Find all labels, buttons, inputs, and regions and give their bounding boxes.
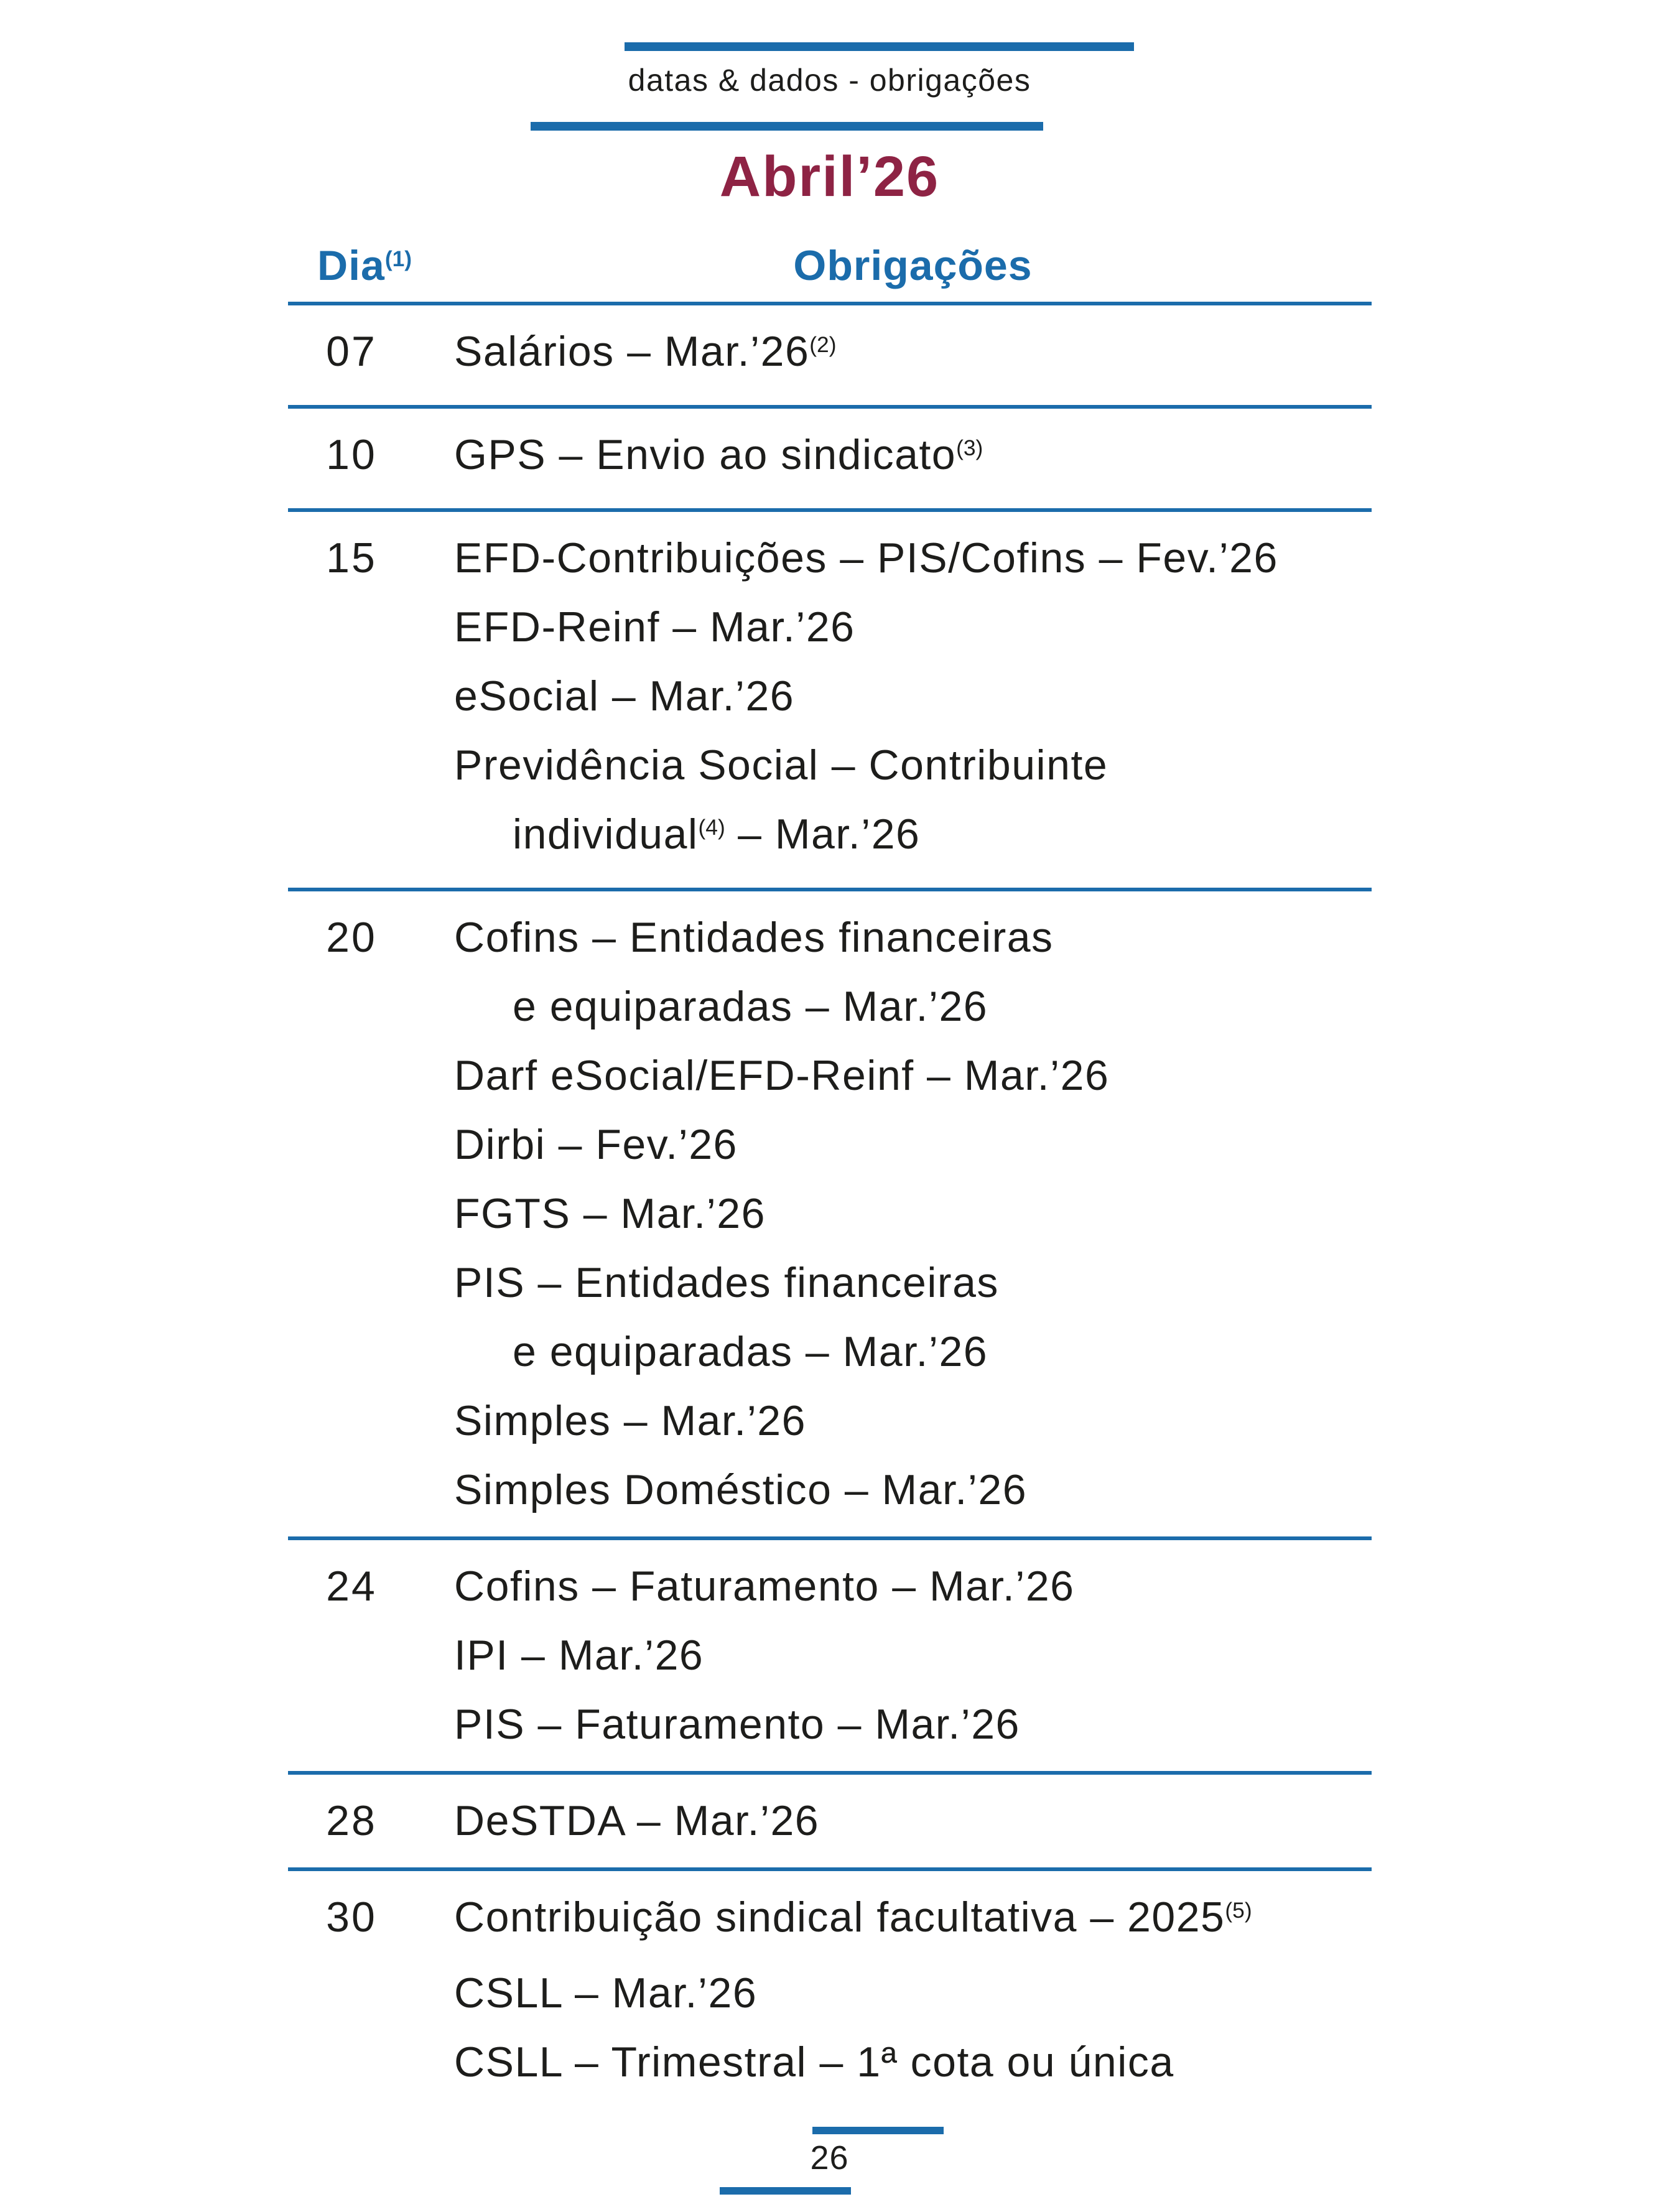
day-cell: 30	[326, 1894, 377, 1941]
obligations-cell	[454, 421, 1372, 496]
obligation-text: IPI – Mar.’26	[454, 1632, 704, 1679]
footnote-marker: (5)	[1225, 1898, 1252, 1923]
obligation-line	[454, 1787, 1372, 1856]
obligation-line	[454, 1110, 1372, 1179]
obligation-line	[454, 421, 1372, 496]
obligation-text: Salários – Mar.’26	[454, 328, 810, 375]
obligations-cell	[454, 1787, 1372, 1856]
obligation-text: Dirbi – Fev.’26	[454, 1121, 738, 1168]
table-row	[288, 405, 1372, 508]
day-cell: 28	[326, 1797, 377, 1844]
obligation-line	[454, 1690, 1372, 1759]
obligations-table	[288, 241, 1372, 2109]
obligation-line	[454, 1248, 1372, 1317]
obligation-text: GPS – Envio ao sindicato	[454, 431, 957, 478]
day-header-footnote: (1)	[384, 247, 412, 272]
table-header-row	[288, 241, 1372, 302]
day-cell: 15	[326, 534, 377, 582]
day-cell: 10	[326, 431, 377, 478]
table-row	[288, 1771, 1372, 1867]
obligation-text: PIS – Faturamento – Mar.’26	[454, 1701, 1020, 1748]
obligation-line	[454, 800, 1372, 876]
obligation-line	[454, 731, 1372, 800]
obligation-text: EFD-Reinf – Mar.’26	[454, 603, 855, 651]
obligation-line	[454, 524, 1372, 593]
table-row	[288, 1867, 1372, 2109]
page-title: Abril’26	[719, 145, 940, 208]
footnote-marker: (3)	[956, 436, 983, 461]
obligation-text: CSLL – Mar.’26	[454, 1969, 758, 2017]
column-header-day: Dia$^{(1)}$	[317, 242, 412, 289]
obligation-text: CSLL – Trimestral – 1ª cota ou única	[454, 2038, 1174, 2086]
obligations-cell	[454, 903, 1372, 1525]
obligation-text: e equiparadas – Mar.’26	[513, 983, 988, 1030]
table-row	[288, 302, 1372, 405]
table-row	[288, 1536, 1372, 1771]
footnote-marker: (4)	[698, 816, 725, 840]
obligation-text: e equiparadas – Mar.’26	[513, 1328, 988, 1375]
footer-top-rule	[812, 2127, 944, 2134]
day-cell: 20	[326, 914, 377, 961]
obligation-text: Previdência Social – Contribuinte	[454, 741, 1108, 789]
table-row	[288, 888, 1372, 1536]
obligation-text-continued: – Mar.’26	[725, 811, 921, 858]
obligation-line	[454, 903, 1372, 972]
obligation-text: Simples – Mar.’26	[454, 1397, 806, 1444]
obligations-cell	[454, 1883, 1372, 2097]
table-row	[288, 508, 1372, 888]
header-band-title: datas & dados - obrigações	[628, 63, 1031, 98]
obligation-text: Contribuição sindical facultativa – 2025	[454, 1894, 1225, 1941]
obligation-text: EFD-Contribuições – PIS/Cofins – Fev.’26	[454, 534, 1278, 582]
obligation-line	[454, 2028, 1372, 2097]
table-body	[288, 302, 1372, 2109]
obligation-line	[454, 593, 1372, 662]
obligation-text: Cofins – Faturamento – Mar.’26	[454, 1563, 1075, 1610]
obligation-line	[454, 1179, 1372, 1248]
column-header-obligations: Obrigações	[793, 242, 1033, 289]
obligations-cell	[454, 524, 1372, 876]
obligation-text: DeSTDA – Mar.’26	[454, 1797, 820, 1844]
obligation-line	[454, 1883, 1372, 1959]
day-cell: 24	[326, 1563, 377, 1610]
obligation-text: PIS – Entidades financeiras	[454, 1259, 999, 1306]
obligation-line	[454, 1317, 1372, 1387]
obligation-line	[454, 1621, 1372, 1690]
obligations-cell	[454, 1552, 1372, 1759]
obligation-text: Darf eSocial/EFD-Reinf – Mar.’26	[454, 1052, 1110, 1099]
obligation-line	[454, 1456, 1372, 1525]
obligations-cell	[454, 317, 1372, 393]
obligation-line	[454, 1959, 1372, 2028]
obligation-line	[454, 1041, 1372, 1110]
obligation-text: FGTS – Mar.’26	[454, 1190, 766, 1237]
obligation-line	[454, 317, 1372, 393]
footnote-marker: (2)	[809, 333, 837, 358]
day-cell: 07	[326, 328, 377, 375]
obligation-text: Simples Doméstico – Mar.’26	[454, 1466, 1028, 1513]
page-number: 26	[810, 2139, 849, 2177]
obligation-line	[454, 662, 1372, 731]
obligation-line	[454, 1552, 1372, 1621]
obligation-text: individual	[513, 811, 699, 858]
footer-bottom-rule	[720, 2187, 851, 2195]
obligation-line	[454, 972, 1372, 1041]
obligation-text: eSocial – Mar.’26	[454, 672, 795, 720]
obligation-text: Cofins – Entidades financeiras	[454, 914, 1054, 961]
header-top-rule	[625, 42, 1134, 51]
header-bottom-rule	[531, 122, 1043, 131]
obligation-line	[454, 1387, 1372, 1456]
